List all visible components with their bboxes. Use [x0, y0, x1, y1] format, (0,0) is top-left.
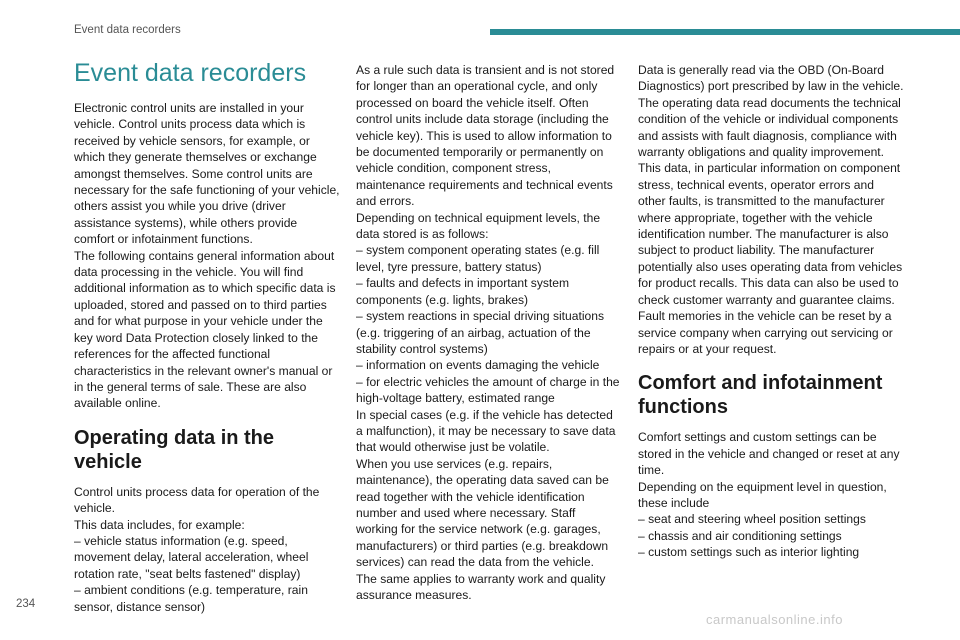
list-item: – system reactions in special driving situations (e.g. triggering of an airbag, actuation of the stability control systems): [356, 309, 605, 356]
column-3: [638, 62, 904, 561]
section-title-comfort: Comfort and infotainment functions: [638, 372, 883, 419]
paragraph: Electronic control units are installed in your vehicle. Control units process data which is received by vehicle sensors, for example, or which they generate themselves or exchange amongst themselves. Some control units are necessary for the safe functioning of your vehicle, others assist you while you drive (driver assistance systems), while others provide comfort or infotainment functions.: [74, 101, 340, 247]
paragraph: The same applies to warranty work and quality assurance measures.: [356, 571, 606, 602]
list-item: – system component operating states (e.g. fill level, tyre pressure, battery status): [356, 243, 600, 274]
list-item: – information on events damaging the vehicle: [356, 358, 600, 373]
paragraph: Control units process data for operation of the vehicle.: [74, 484, 320, 516]
paragraph: Data is generally read via the OBD (On-Board Diagnostics) port prescribed by law in the vehicle. The operating data read documents the technical condition of the vehicle or individual components and assists with fault diagnosis, compliance with warranty obligations and quality improvement. This data, in particular information on component stress, technical events, operator errors and other faults, is transmitted to the manufacturer where appropriate, together with the vehicle identification number. The manufacturer is also subject to product liability. The manufacturer potentially also uses operating data from vehicles for product recalls. This data can also be used to check customer warranty and guarantee claims.: [638, 63, 904, 307]
paragraph: The following contains general information about data processing in the vehicle. You will find additional information as to which specific data is uploaded, stored and passed on to third parties and for what purpose in your vehicle under the key word Data Protection closely linked to the references for the affected functional characteristics in the relevant owner's manual or in the general terms of sale. These are also available online.: [74, 248, 336, 411]
list-item: – ambient conditions (e.g. temperature, rain sensor, distance sensor): [74, 583, 308, 614]
list-item: – faults and defects in important system components (e.g. lights, brakes): [356, 276, 570, 307]
paragraph: Depending on the equipment level in question, these include: [638, 479, 887, 510]
running-header: Event data recorders: [74, 24, 181, 36]
paragraph: This data includes, for example:: [74, 517, 245, 532]
paragraph: When you use services (e.g. repairs, maintenance), the operating data saved can be read together with the vehicle identification number and used where necessary. Staff working for the service network (e.g. garages, manufacturers) or third parties (e.g. breakdown services) can read the data from the vehicle.: [356, 456, 609, 570]
section-title-operating-data: Operating data in the vehicle: [74, 426, 275, 473]
header-accent-bar: [490, 29, 960, 35]
page-title: Event data recorders: [74, 59, 307, 87]
watermark: carmanualsonline.info: [706, 612, 843, 627]
paragraph: Depending on technical equipment levels, the data stored is as follows:: [356, 210, 601, 242]
list-item: – custom settings such as interior lighting: [638, 545, 860, 560]
column-1: [74, 58, 340, 615]
column-2: [356, 62, 620, 603]
paragraph: As a rule such data is transient and is not stored for longer than an operational cycle, and only processed on board the vehicle itself. Often control units include data storage (including the vehicle key). This is used to allow information to be documented temporarily or permanently on vehicle condition, component stress, maintenance requirements and technical events and errors.: [356, 63, 615, 209]
list-item: – seat and steering wheel position settings: [638, 512, 866, 527]
list-item: – for electric vehicles the amount of charge in the high-voltage battery, estimated range: [356, 374, 620, 406]
paragraph: Fault memories in the vehicle can be reset by a service company when carrying out servicing or repairs or at your request.: [638, 309, 893, 356]
list-item: – vehicle status information (e.g. speed, movement delay, lateral acceleration, wheel rotation rate, "seat belts fastened" display): [74, 533, 309, 581]
paragraph: Comfort settings and custom settings can be stored in the vehicle and changed or reset at any time.: [638, 430, 900, 478]
paragraph: In special cases (e.g. if the vehicle has detected a malfunction), it may be necessary to save data that would otherwise just be volatile.: [356, 407, 616, 455]
list-item: – chassis and air conditioning settings: [638, 528, 842, 543]
page-number: 234: [16, 598, 36, 610]
